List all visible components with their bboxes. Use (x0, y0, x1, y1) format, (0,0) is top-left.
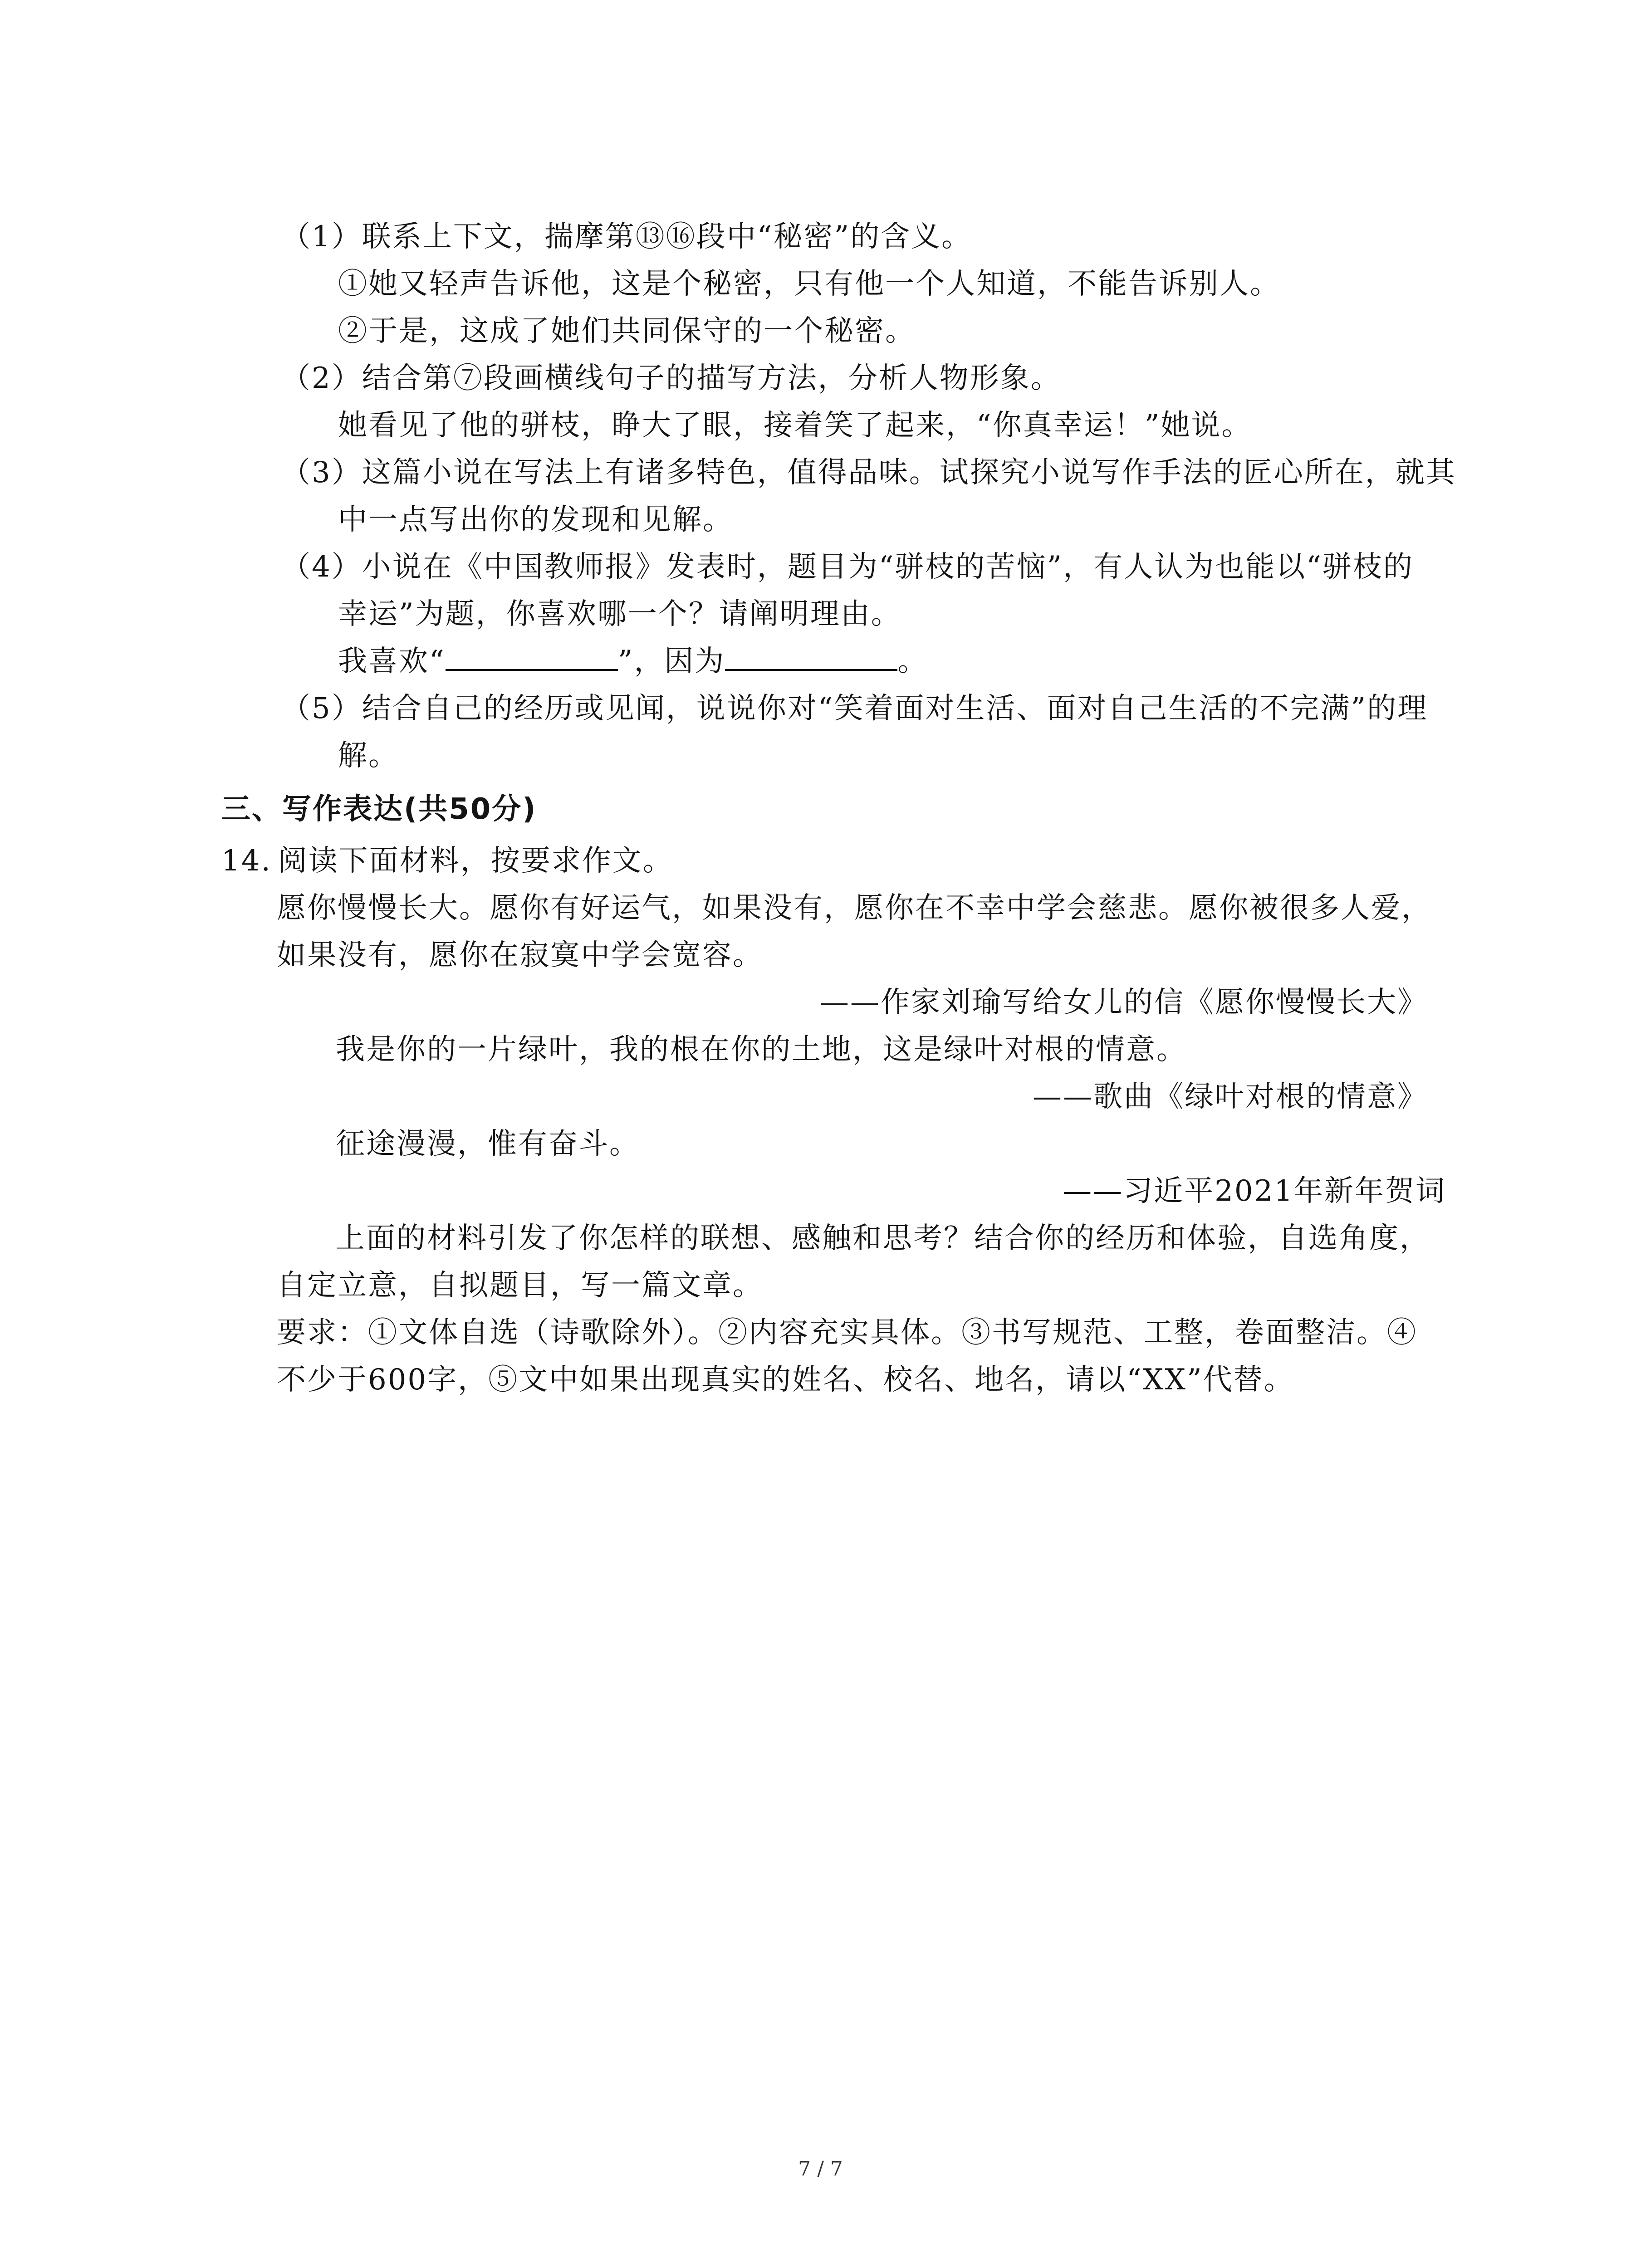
essay-requirements-line-2: 不少于600字，⑤文中如果出现真实的姓名、校名、地名，请以“XX”代替。 (277, 1363, 1294, 1397)
page-number: 7 / 7 (798, 2157, 843, 2180)
essay-source-2: ——歌曲《绿叶对根的情意》 (1033, 1080, 1428, 1114)
q4-fill-in (338, 638, 928, 685)
essay-instruction: 阅读下面材料，按要求作文。 (278, 844, 673, 878)
q4-line-1: （4）小说在《中国教师报》发表时，题目为“骈枝的苦恼”，有人认为也能以“骈枝的 (281, 550, 1414, 584)
q2-prompt: （2）结合第⑦段画横线句子的描写方法，分析人物形象。 (281, 362, 1061, 395)
q4-fill-text-c: 。 (897, 645, 928, 678)
essay-material-1-line-1: 愿你慢慢长大。愿你有好运气，如果没有，愿你在不幸中学会慈悲。愿你被很多人爱， (277, 891, 1432, 925)
q3-line-1: （3）这篇小说在写法上有诸多特色，值得品味。试探究小说写作手法的匠心所在，就其 (281, 456, 1456, 489)
q1-prompt: （1）联系上下文，揣摩第⑬⑯段中“秘密”的含义。 (281, 220, 972, 254)
q5-line-1: （5）结合自己的经历或见闻，说说你对“笑着面对生活、面对自己生活的不完满”的理 (281, 692, 1428, 725)
q3-line-2: 中一点写出你的发现和见解。 (338, 503, 733, 537)
essay-material-3: 征途漫漫，惟有奋斗。 (336, 1127, 640, 1161)
essay-requirements-line-1: 要求：①文体自选（诗歌除外）。②内容充实具体。③书写规范、工整，卷面整洁。④ (277, 1316, 1417, 1349)
q5-line-2: 解。 (338, 739, 399, 772)
q4-fill-text-a: 我喜欢“ (338, 645, 446, 678)
q4-answer-blank-1[interactable] (446, 639, 618, 671)
essay-prompt-line-1: 上面的材料引发了你怎样的联想、感触和思考？结合你的经历和体验，自选角度， (336, 1222, 1430, 1255)
essay-material-1-line-2: 如果没有，愿你在寂寞中学会宽容。 (277, 938, 763, 972)
essay-source-1: ——作家刘瑜写给女儿的信《愿你慢慢长大》 (820, 986, 1428, 1019)
q4-line-2: 幸运”为题，你喜欢哪一个？请阐明理由。 (338, 597, 901, 631)
essay-material-2: 我是你的一片绿叶，我的根在你的土地，这是绿叶对根的情意。 (336, 1033, 1187, 1066)
q4-answer-blank-2[interactable] (725, 639, 897, 671)
q1-item-2: ②于是，这成了她们共同保守的一个秘密。 (338, 314, 916, 348)
essay-prompt-line-2: 自定立意，自拟题目，写一篇文章。 (277, 1269, 763, 1302)
q4-fill-text-b: ”，因为 (617, 645, 725, 678)
essay-question (221, 837, 673, 885)
essay-number: 14. (221, 844, 272, 878)
section-heading: 三、写作表达(共50分) (221, 792, 537, 826)
essay-source-3: ——习近平2021年新年贺词 (1063, 1174, 1446, 1208)
q2-quote: 她看见了他的骈枝，睁大了眼，接着笑了起来，“你真幸运！”她说。 (338, 409, 1252, 442)
q1-item-1: ①她又轻声告诉他，这是个秘密，只有他一个人知道，不能告诉别人。 (338, 267, 1280, 301)
